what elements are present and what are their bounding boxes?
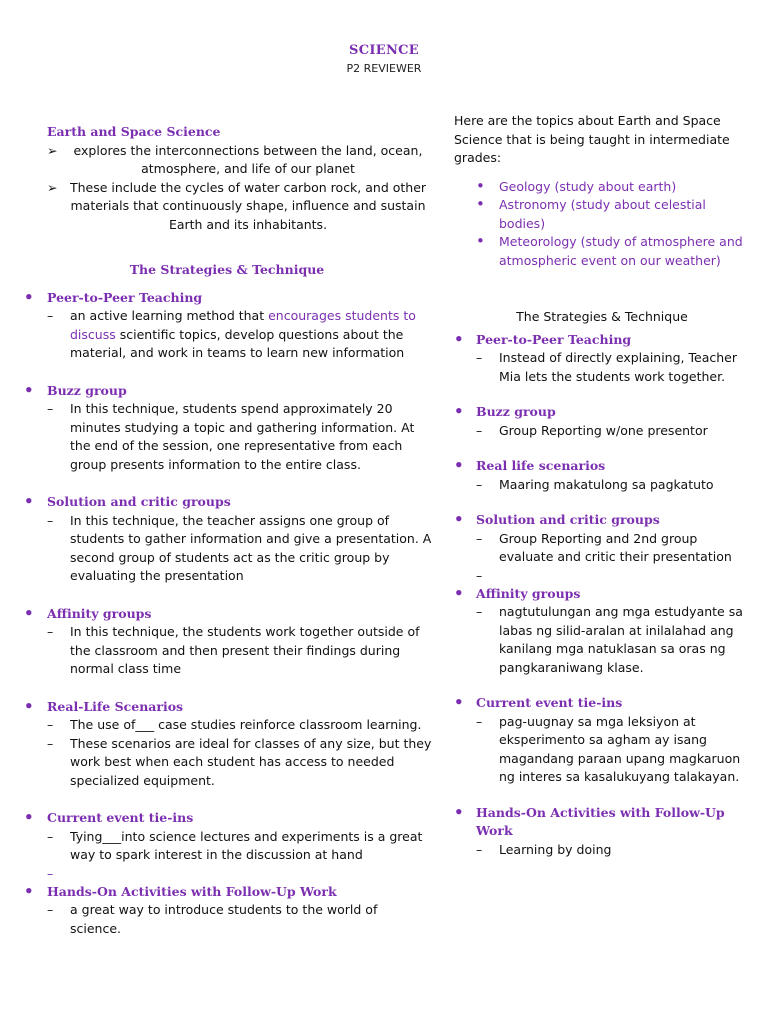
strategy-title: Peer-to-Peer Teaching <box>47 289 203 305</box>
page-title: SCIENCE <box>349 43 419 58</box>
strategy-title: Hands-On Activities with Follow-Up Work <box>47 883 337 899</box>
strategy-item <box>454 585 750 678</box>
strategy-title: Buzz group <box>47 382 127 398</box>
dash-icon: – <box>476 567 483 583</box>
strategy-item <box>454 457 750 494</box>
bullet-dot-icon: • <box>476 176 485 195</box>
bullet-dot-icon: • <box>24 492 34 510</box>
empty-dash-line <box>454 567 750 585</box>
dash-icon: – <box>476 476 483 492</box>
dash-icon: – <box>476 713 483 729</box>
dash-icon: – <box>476 604 483 619</box>
dash-icon: – <box>47 865 54 881</box>
arrow-bullet <box>22 179 432 235</box>
strategy-item <box>454 403 750 440</box>
dash-icon: – <box>476 422 483 438</box>
strategy-detail: – an active learning method that encourages students to discuss scientific topics, develop questions about the material, and work in teams to learn new information <box>47 308 416 360</box>
strategy-detail: – nagtutulungan ang mga estudyante sa labas ng silid-aralan at inilalahad ang kanilang mga natuklasan sa oras ng pangkaraniwang klase. <box>476 604 743 675</box>
strategy-detail: – Group Reporting w/one presentor <box>454 422 750 441</box>
bullet-dot-icon: • <box>476 232 485 250</box>
strategy-item <box>22 883 432 939</box>
bullet-dot-icon: • <box>24 808 34 826</box>
strategy-title: Current event tie-ins <box>476 695 623 710</box>
strategy-detail: – Instead of directly explaining, Teacher Mia lets the students work together. <box>476 350 737 384</box>
strategy-detail: – In this technique, students spend approximately 20 minutes studying a topic and gathering information. At the end of the session, one representative from each group presents information to the entire class. <box>47 401 415 472</box>
strategy-item <box>454 511 750 585</box>
arrow-bullet-icon: ➢ <box>47 142 58 158</box>
strategy-detail: – Tying___into science lectures and experiments is a great way to spark interest in the discussion at hand <box>47 828 423 862</box>
bullet-dot-icon: • <box>454 693 464 711</box>
bullet-dot-icon: • <box>24 603 34 622</box>
strategy-title: Affinity groups <box>476 585 581 601</box>
strategy-detail: – Learning by doing <box>454 841 750 860</box>
bullet-dot-icon: • <box>476 195 485 213</box>
dash-icon: – <box>476 530 483 546</box>
strategy-title: Current event tie-ins <box>47 810 194 825</box>
bullet-dot-icon: • <box>24 881 34 900</box>
bullet-dot-icon: • <box>454 510 464 528</box>
strategy-item <box>22 698 432 791</box>
bullet-text: explores the interconnections between the land, ocean, atmosphere, and life of our planet <box>73 142 423 176</box>
strategy-detail: – In this technique, the students work together outside of the classroom and then present their findings during normal class time <box>47 624 420 676</box>
bullet-text: These include the cycles of water carbon rock, and other materials that continuously shape, influence and sustain Earth and its inhabitants. <box>69 179 427 232</box>
bullet-dot-icon: • <box>454 583 464 602</box>
dash-icon: – <box>47 401 54 416</box>
dash-icon: – <box>47 828 54 844</box>
dash-icon: – <box>47 717 54 732</box>
strategy-detail: – In this technique, the teacher assigns one group of students to gather information and give a presentation. A second group of students act as the critic group by evaluating the presentation <box>47 512 432 583</box>
strategy-detail: – These scenarios are ideal for classes of any size, but they work best when each student has access to needed specialized equipment. <box>47 735 432 788</box>
dash-icon: – <box>47 624 54 639</box>
strategy-detail: – Maaring makatulong sa pagkatuto <box>454 476 750 495</box>
dash-icon: – <box>47 512 54 528</box>
intro-text: Here are the topics about Earth and Space Science that is being taught in intermediate grades: <box>454 113 730 165</box>
dash-icon: – <box>47 735 54 751</box>
strategies-title: The Strategies & Technique <box>516 309 688 324</box>
strategy-detail: – pag-uugnay sa mga leksiyon at eksperimento sa agham ay isang magandang paraan upang magkaruon ng interes sa kasalukuyang talakayan. <box>476 713 741 784</box>
section-title-earth-space: Earth and Space Science <box>47 124 221 139</box>
bullet-dot-icon: • <box>454 802 464 821</box>
strategy-detail: – a great way to introduce students to the world of science. <box>47 902 378 936</box>
strategy-title: Real life scenarios <box>476 458 606 473</box>
bullet-dot-icon: • <box>24 287 34 306</box>
empty-dash-line <box>22 865 432 883</box>
bullet-dot-icon: • <box>454 456 464 474</box>
bullet-dot-icon: • <box>454 402 464 420</box>
dash-icon: – <box>476 841 483 857</box>
arrow-bullet <box>22 142 432 179</box>
bullet-dot-icon: • <box>454 329 464 348</box>
strategy-title: Affinity groups <box>47 605 152 621</box>
strategy-title: Solution and critic groups <box>47 494 231 509</box>
bullet-dot-icon: • <box>24 380 34 399</box>
strategy-item <box>454 694 750 787</box>
bullet-dot-icon: • <box>24 696 34 715</box>
strategies-title: The Strategies & Technique <box>129 262 325 277</box>
strategy-title: Buzz group <box>476 404 556 419</box>
strategy-item <box>22 809 432 883</box>
strategy-detail: – Group Reporting and 2nd group evaluate and critic their presentation <box>476 530 732 564</box>
highlight-text: encourages students to discuss <box>70 308 416 342</box>
dash-icon: – <box>47 902 54 917</box>
dash-icon: – <box>476 350 483 365</box>
strategy-title: Real-Life Scenarios <box>47 698 184 714</box>
dash-icon: – <box>47 308 54 323</box>
left-column <box>22 123 432 957</box>
right-column <box>454 112 750 876</box>
strategy-title: Peer-to-Peer Teaching <box>476 331 632 347</box>
strategy-item <box>22 382 432 475</box>
strategy-item <box>454 331 750 387</box>
strategy-item <box>22 289 432 363</box>
strategy-item <box>22 493 432 586</box>
strategy-item <box>454 804 750 860</box>
strategy-detail: – The use of___ case studies reinforce classroom learning. <box>22 716 432 735</box>
topic-item: • Astronomy (study about celestial bodies) <box>476 195 706 231</box>
arrow-bullet-icon: ➢ <box>47 179 58 195</box>
strategy-title: Solution and critic groups <box>476 512 660 527</box>
topic-item: • Meteorology (study of atmosphere and atmospheric event on our weather) <box>476 232 743 268</box>
strategy-item <box>22 605 432 679</box>
strategy-title: Hands-On Activities with Follow-Up Work <box>476 804 725 838</box>
topic-item: • Geology (study about earth) <box>476 176 677 195</box>
page-subtitle: P2 REVIEWER <box>346 62 422 75</box>
